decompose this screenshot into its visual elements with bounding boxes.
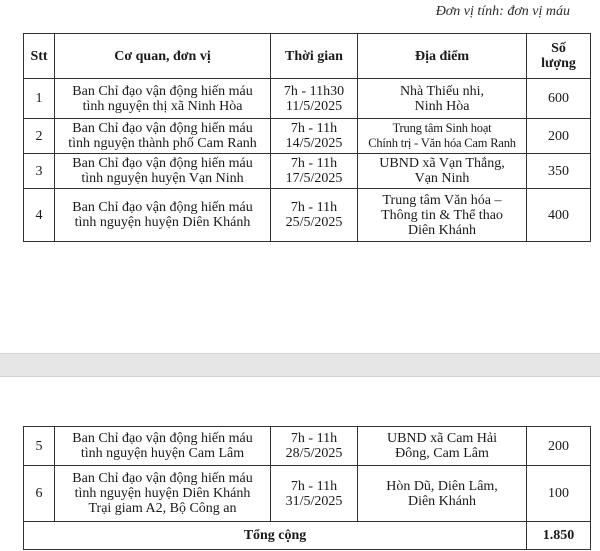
place-line: UBND xã Vạn Thắng, bbox=[379, 156, 505, 171]
agency-line: Ban Chỉ đạo vận động hiến máu bbox=[72, 200, 253, 215]
agency-line: tình nguyện huyện Diên Khánh bbox=[74, 215, 251, 230]
row-place bbox=[358, 119, 527, 154]
row-agency bbox=[55, 154, 271, 189]
agency-line: tình nguyện huyện Diên Khánh bbox=[74, 486, 251, 501]
place-line: Nhà Thiếu nhi, bbox=[399, 83, 485, 99]
table-row bbox=[24, 427, 591, 466]
row-stt: 3 bbox=[24, 154, 55, 189]
place-line: Đông, Cam Lâm bbox=[395, 446, 489, 461]
time-range: 7h - 11h bbox=[290, 431, 338, 446]
row-time bbox=[271, 119, 358, 154]
place-line: Hòn Dũ, Diên Lâm, bbox=[386, 478, 498, 494]
table-row bbox=[24, 466, 591, 522]
row-stt: 2 bbox=[24, 119, 55, 154]
table-header-row bbox=[24, 34, 591, 79]
date: 25/5/2025 bbox=[285, 215, 343, 230]
agency-line: Ban Chỉ đạo vận động hiến máu bbox=[72, 83, 253, 99]
place-line: Ninh Hòa bbox=[414, 98, 470, 114]
time-range: 7h - 11h bbox=[290, 478, 338, 494]
total-row bbox=[24, 522, 591, 550]
agency-line: Ban Chỉ đạo vận động hiến máu bbox=[72, 471, 253, 486]
agency-line: Trại giam A2, Bộ Công an bbox=[88, 501, 237, 516]
row-agency bbox=[55, 466, 271, 522]
place-line: Diên Khánh bbox=[407, 493, 477, 509]
row-place bbox=[358, 79, 527, 119]
place-line: Thông tin & Thể thao bbox=[381, 207, 503, 223]
table-row bbox=[24, 154, 591, 189]
place-line: Chính trị - Văn hóa Cam Ranh bbox=[368, 136, 516, 150]
table-row bbox=[24, 119, 591, 154]
row-quantity: 200 bbox=[527, 119, 591, 154]
row-time bbox=[271, 189, 358, 242]
date: 28/5/2025 bbox=[285, 446, 343, 461]
place-line: Vạn Ninh bbox=[414, 171, 470, 186]
agency-line: tình nguyện huyện Cam Lâm bbox=[80, 446, 245, 461]
header-time: Thời gian bbox=[271, 34, 358, 79]
place-line: Diên Khánh bbox=[407, 222, 477, 238]
header-place: Địa điểm bbox=[358, 34, 527, 79]
row-stt: 4 bbox=[24, 189, 55, 242]
header-quantity-line-2: lượng bbox=[541, 56, 576, 71]
row-quantity: 100 bbox=[527, 466, 591, 522]
row-time bbox=[271, 466, 358, 522]
date: 31/5/2025 bbox=[285, 493, 343, 509]
blood-donation-schedule-table-continued bbox=[23, 426, 591, 550]
total-label: Tổng cộng bbox=[24, 522, 527, 550]
agency-line: tình nguyện thành phố Cam Ranh bbox=[68, 136, 257, 151]
table-row bbox=[24, 189, 591, 242]
row-agency bbox=[55, 119, 271, 154]
row-agency bbox=[55, 189, 271, 242]
row-time bbox=[271, 427, 358, 466]
row-quantity: 400 bbox=[527, 189, 591, 242]
agency-line: Ban Chỉ đạo vận động hiến máu bbox=[72, 431, 253, 446]
date: 17/5/2025 bbox=[285, 171, 343, 186]
agency-line: Ban Chỉ đạo vận động hiến máu bbox=[72, 121, 253, 136]
place-line: UBND xã Cam Hải bbox=[386, 431, 498, 446]
row-quantity: 200 bbox=[527, 427, 591, 466]
agency-line: Ban Chỉ đạo vận động hiến máu bbox=[72, 156, 253, 171]
place-line: Trung tâm Sinh hoạt bbox=[392, 121, 492, 135]
page-break-gap bbox=[0, 353, 600, 377]
place-line: Trung tâm Văn hóa – bbox=[382, 192, 502, 208]
date: 14/5/2025 bbox=[285, 136, 343, 151]
row-quantity: 600 bbox=[527, 79, 591, 119]
time-range: 7h - 11h bbox=[290, 121, 338, 136]
header-quantity-line-1: Số bbox=[551, 41, 566, 56]
header-stt: Stt bbox=[24, 34, 55, 79]
total-value: 1.850 bbox=[527, 522, 591, 550]
row-agency bbox=[55, 79, 271, 119]
agency-line: tình nguyện thị xã Ninh Hòa bbox=[82, 98, 243, 114]
row-time bbox=[271, 154, 358, 189]
time-range: 7h - 11h bbox=[290, 156, 338, 171]
row-place bbox=[358, 427, 527, 466]
row-stt: 1 bbox=[24, 79, 55, 119]
time-range: 7h - 11h bbox=[290, 200, 338, 215]
header-quantity bbox=[527, 34, 591, 79]
row-stt: 6 bbox=[24, 466, 55, 522]
time-range: 7h - 11h30 bbox=[283, 83, 345, 99]
blood-donation-schedule-table bbox=[23, 33, 591, 242]
row-agency bbox=[55, 427, 271, 466]
unit-note: Đơn vị tính: đơn vị máu bbox=[435, 4, 570, 19]
header-agency: Cơ quan, đơn vị bbox=[55, 34, 271, 79]
row-place bbox=[358, 189, 527, 242]
row-place bbox=[358, 466, 527, 522]
table-row bbox=[24, 79, 591, 119]
row-time bbox=[271, 79, 358, 119]
row-stt: 5 bbox=[24, 427, 55, 466]
date: 11/5/2025 bbox=[285, 98, 343, 114]
row-place bbox=[358, 154, 527, 189]
agency-line: tình nguyện huyện Vạn Ninh bbox=[81, 171, 244, 186]
row-quantity: 350 bbox=[527, 154, 591, 189]
